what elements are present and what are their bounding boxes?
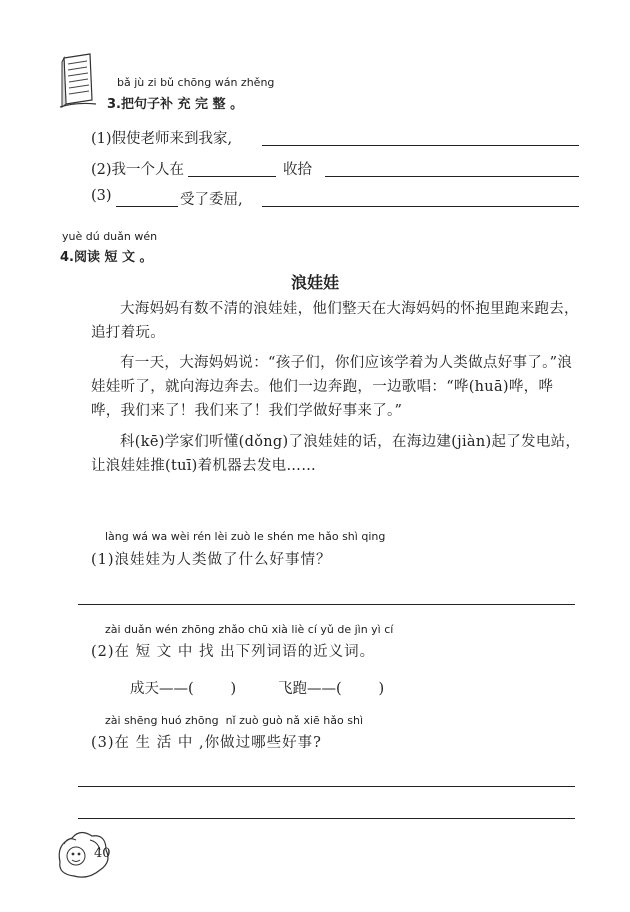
q4-2-text: (2)在 短 文 中 找 出下列词语的近义词。 (91, 644, 376, 660)
q4-3-text: (3)在 生 活 中 ,你做过哪些好事? (91, 735, 322, 751)
passage-paragraph-3: 科(kē)学家们听懂(dǒng)了浪娃娃的话，在海边建(jiàn)起了发电站，让浪娃娃推(tuī)着机器去发电…… (91, 434, 581, 474)
q4-2-pinyin: zài duǎn wén zhōng zhǎo chū xià liè cí yǔ de jìn yì cí (105, 623, 394, 636)
q3-3-label: (3) (91, 188, 112, 204)
q4-3-answer-line-2[interactable] (78, 818, 575, 819)
section4-title: 4.阅读 短 文 。 (60, 250, 153, 265)
section3-title: 3.把句子补 充 完 整 。 (107, 97, 244, 112)
passage-paragraph-2: 有一天，大海妈妈说：“孩子们，你们应该学着为人类做点好事了。”浪娃娃听了，就向海边奔去。他们一边奔跑，一边歌唱：“哗(huā)哗，哗哗，我们来了！我们来了！我们学做好事来了。” (91, 355, 573, 419)
q4-3-pinyin: zài shēng huó zhōng nǐ zuò guò nǎ xiē hǎo shì (105, 714, 363, 727)
q3-1-label: (1)假使老师来到我家, (91, 131, 233, 147)
q4-3-answer-line-1[interactable] (78, 786, 575, 787)
q3-3-label-b: 受了委屈, (180, 192, 243, 208)
q3-1-answer-line[interactable] (262, 145, 579, 146)
section4-pinyin: yuè dú duǎn wén (62, 230, 158, 243)
q4-1-text: (1)浪娃娃为人类做了什么好事情？ (91, 552, 332, 568)
section3-pinyin: bǎ jù zi bǔ chōng wán zhěng (117, 76, 275, 89)
q4-2-pair-2[interactable]: 飞跑——( ) (278, 681, 385, 697)
passage-paragraph-1: 大海妈妈有数不清的浪娃娃，他们整天在大海妈妈的怀抱里跑来跑去，追打着玩。 (91, 301, 579, 341)
q4-2-pair-1[interactable]: 成天——( ) (130, 681, 237, 697)
q3-2-label-b: 收拾 (283, 162, 312, 178)
q3-3-answer-line-b[interactable] (262, 206, 579, 207)
q3-3-answer-line-a[interactable] (116, 206, 178, 207)
page-number: 40 (94, 846, 111, 861)
q3-2-label: (2)我一个人在 (91, 162, 185, 178)
q3-2-answer-line-b[interactable] (325, 176, 579, 177)
passage-title: 浪娃娃 (290, 273, 339, 292)
book-icon (56, 52, 100, 110)
q4-1-pinyin: làng wá wa wèi rén lèi zuò le shén me hǎo shì qing (105, 530, 386, 543)
q4-1-answer-line[interactable] (78, 604, 575, 605)
q3-2-answer-line-a[interactable] (188, 176, 276, 177)
